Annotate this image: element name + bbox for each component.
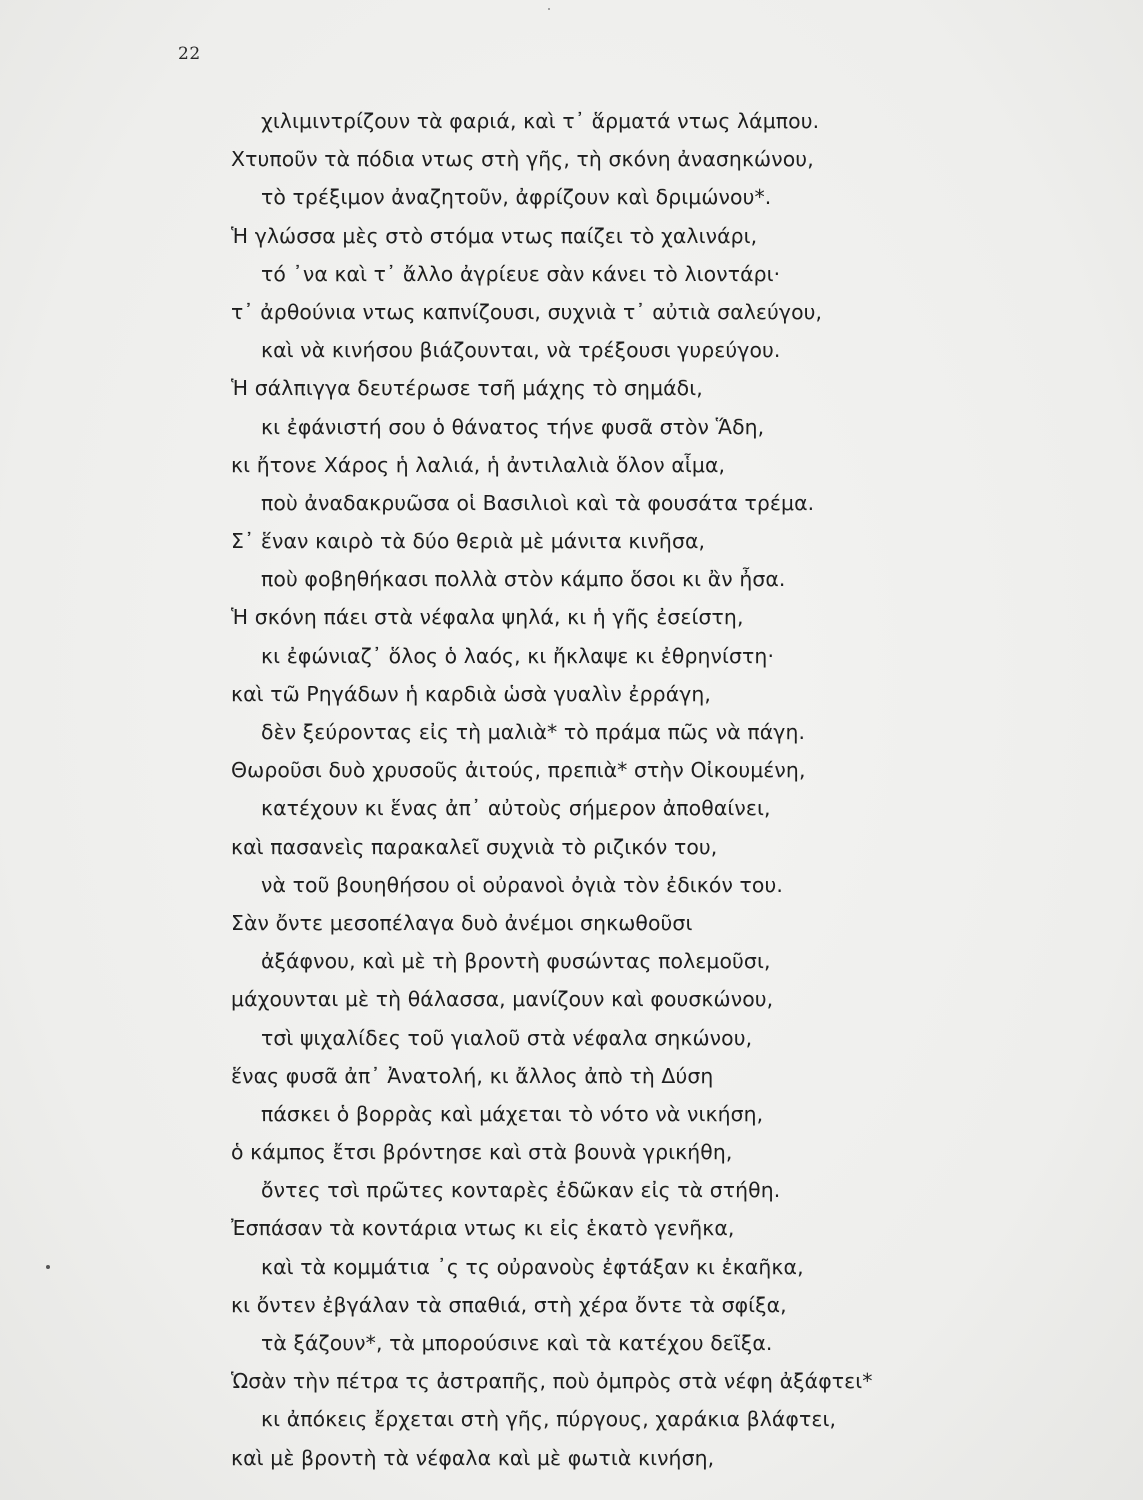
verse-line: νὰ τοῦ βουηθήσου οἱ οὐρανοὶ ὀγιὰ τὸν ἐδικόν του. <box>261 872 783 897</box>
verse-line: τσὶ ψιχαλίδες τοῦ γιαλοῦ στὰ νέφαλα σηκώνου, <box>261 1025 753 1050</box>
verse-line: κι ὄντεν ἐβγάλαν τὰ σπαθιά, στὴ χέρα ὄντε τὰ σφίξα, <box>231 1292 787 1317</box>
verse-line: μάχουνται μὲ τὴ θάλασσα, μανίζουν καὶ φουσκώνου, <box>231 987 774 1012</box>
verse-line: Ὡσὰν τὴν πέτρα τς ἀστραπῆς, ποὺ ὀμπρὸς στὰ νέφη ἀξάφτει* <box>231 1369 873 1394</box>
verse-line: ποὺ φοβηθήκασι πολλὰ στὸν κάμπο ὅσοι κι ἂν ἦσα. <box>261 567 786 592</box>
verse-line: Θωροῦσι δυὸ χρυσοῦς ἀιτούς, πρεπιὰ* στὴν Οἰκουμένη, <box>231 758 806 783</box>
verse-line: ποὺ ἀναδακρυῶσα οἱ Βασιλιοὶ καὶ τὰ φουσάτα τρέμα. <box>261 490 815 515</box>
verse-line: Ἐσπάσαν τὰ κοντάρια ντως κι εἰς ἑκατὸ γενῆκα, <box>231 1216 735 1241</box>
verse-line: πάσκει ὁ βορρὰς καὶ μάχεται τὸ νότο νὰ νικήση, <box>261 1101 764 1126</box>
verse-line: καὶ πασανεὶς παρακαλεῖ συχνιὰ τὸ ριζικόν του, <box>231 834 718 859</box>
verse-line: ὄντες τσὶ πρῶτες κονταρὲς ἐδῶκαν εἰς τὰ στήθη. <box>261 1178 781 1203</box>
verse-line: κι ἤτονε Χάρος ἡ λαλιά, ἡ ἀντιλαλιὰ ὅλον αἷμα, <box>231 452 726 477</box>
verse-line: καὶ τῶ Ρηγάδων ἡ καρδιὰ ὡσὰ γυαλὶν ἐρράγη, <box>231 681 712 706</box>
verse-line: τὸ τρέξιμον ἀναζητοῦν, ἀφρίζουν καὶ δριμώνου*. <box>261 185 772 210</box>
dust-speck <box>548 8 550 10</box>
verse-line: τ᾿ ἀρθούνια ντως καπνίζουσι, συχνιὰ τ᾿ αὐτιὰ σαλεύγου, <box>231 299 823 324</box>
verse-line: κατέχουν κι ἕνας ἀπ᾿ αὐτοὺς σήμερον ἀποθαίνει, <box>261 796 771 821</box>
verse-line: καὶ τὰ κομμάτια ᾽ς τς οὐρανοὺς ἐφτάξαν κι ἐκαῆκα, <box>261 1254 804 1279</box>
verse-line: ἀξάφνου, καὶ μὲ τὴ βροντὴ φυσώντας πολεμοῦσι, <box>261 949 771 974</box>
verse-line: ὁ κάμπος ἔτσι βρόντησε καὶ στὰ βουνὰ γρικήθη, <box>231 1140 733 1165</box>
verse-line: καὶ μὲ βροντὴ τὰ νέφαλα καὶ μὲ φωτιὰ κινήση, <box>231 1445 715 1470</box>
verse-line: Χτυποῦν τὰ πόδια ντως στὴ γῆς, τὴ σκόνη ἀνασηκώνου, <box>231 147 814 172</box>
verse-line: Σ᾿ ἕναν καιρὸ τὰ δύο θεριὰ μὲ μάνιτα κινῆσα, <box>231 529 706 554</box>
verse-line: κι ἐφώνιαζ᾿ ὅλος ὁ λαός, κι ἤκλαψε κι ἐθρηνίστη· <box>261 643 775 668</box>
verse-line: Ἡ σάλπιγγα δευτέρωσε τσῆ μάχης τὸ σημάδι, <box>231 376 703 401</box>
verse-line: κι ἀπόκεις ἔρχεται στὴ γῆς, πύργους, χαράκια βλάφτει, <box>261 1407 837 1432</box>
verse-line: Ἡ γλώσσα μὲς στὸ στόμα ντως παίζει τὸ χαλινάρι, <box>231 223 758 248</box>
dust-speck <box>46 1265 50 1269</box>
verse-line: Ἡ σκόνη πάει στὰ νέφαλα ψηλά, κι ἡ γῆς ἐσείστη, <box>231 605 744 630</box>
verse-line: ἕνας φυσᾶ ἀπ᾿ Ἀνατολή, κι ἄλλος ἀπὸ τὴ Δύση <box>231 1063 714 1088</box>
verse-line: κι ἐφάνιστή σου ὁ θάνατος τήνε φυσᾶ στὸν Ἅδη, <box>261 414 765 439</box>
poem-verses <box>0 102 1143 1477</box>
verse-line: δὲν ξεύροντας εἰς τὴ μαλιὰ* τὸ πράμα πῶς νὰ πάγη. <box>261 720 806 744</box>
page-number: 22 <box>178 44 201 64</box>
verse-line: τὰ ξάζουν*, τὰ μπορούσινε καὶ τὰ κατέχου δεῖξα. <box>261 1331 773 1355</box>
verse-line: καὶ νὰ κινήσου βιάζουνται, νὰ τρέξουσι γυρεύγου. <box>261 338 781 363</box>
verse-line: Σὰν ὄντε μεσοπέλαγα δυὸ ἀνέμοι σηκωθοῦσι <box>231 910 693 935</box>
verse-line: χιλιμιντρίζουν τὰ φαριά, καὶ τ᾿ ἅρματά ντως λάμπου. <box>261 109 820 133</box>
verse-line: τό ᾽να καὶ τ᾿ ἄλλο ἀγρίευε σὰν κάνει τὸ λιοντάρι· <box>261 261 781 286</box>
